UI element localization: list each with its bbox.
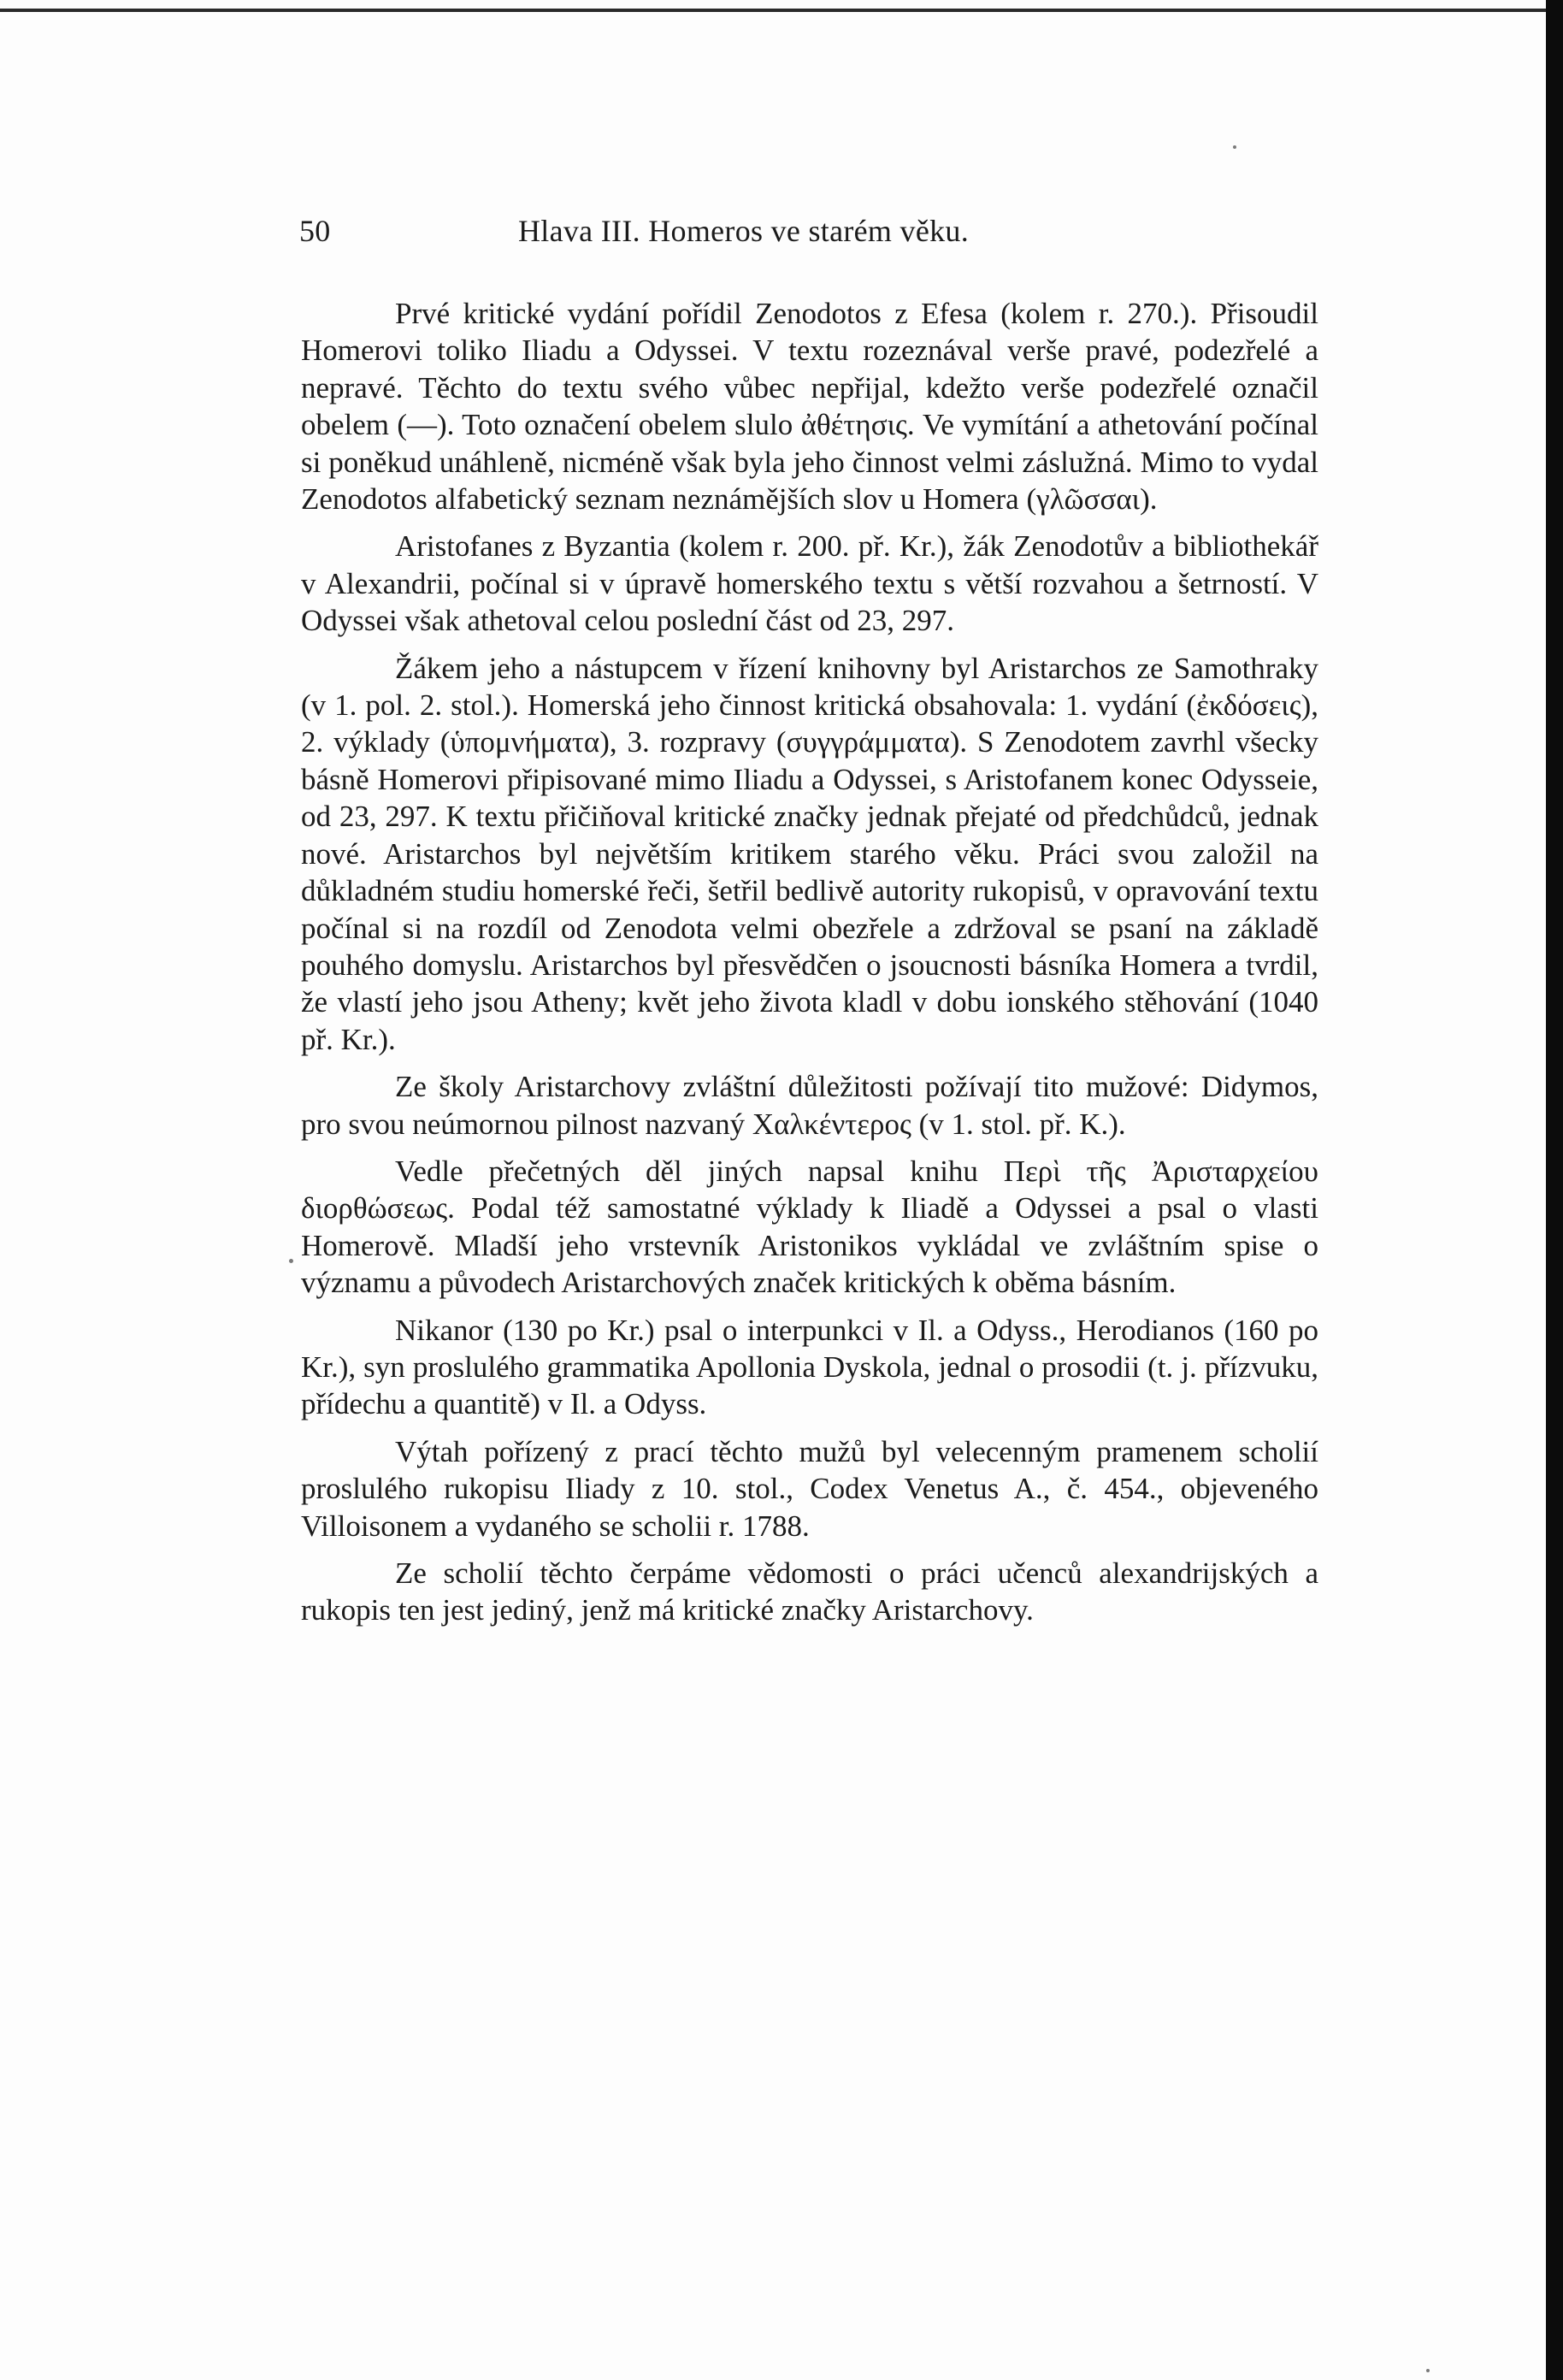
paragraph-scholia: Ze scholií těchto čerpáme vědomosti o práci učenců alexandrijských a rukopis ten jest jediný, jenž má kritické značky Aristarchovy. bbox=[301, 1556, 1318, 1627]
body-text bbox=[301, 295, 1318, 1629]
scan-speck bbox=[289, 1259, 293, 1263]
paragraph-nikanor-herodianos: Nikanor (130 po Kr.) psal o interpunkci v Il. a Odyss., Herodianos (160 po Kr.), syn proslulého grammatika Apollonia Dyskola, jednal o prosodii (t. j. přízvuku, přídechu a quantitě) v Il. a Odyss. bbox=[301, 1313, 1318, 1421]
scan-speck bbox=[1426, 2369, 1430, 2372]
paragraph-zenodotos: Prvé kritické vydání pořídil Zenodotos z Efesa (kolem r. 270.). Přisoudil Homerovi toliko Iliadu a Odyssei. V textu rozeznával verše pravé, podezřelé a nepravé. Těchto do textu svého vůbec nepřijal, kdežto verše podezřelé označil obelem (—). Toto označení obelem slulo ἀθέτησις. Ve vymítání a athetování počínal si poněkud unáhleně, nicméně však byla jeho činnost velmi záslužná. Mimo to vydal Zenodotos alfabetický seznam neznámějších slov u Homera (γλῶσσαι). bbox=[301, 297, 1318, 517]
page-number: 50 bbox=[299, 214, 331, 248]
paragraph-aristonikos: Vedle přečetných děl jiných napsal knihu Περὶ τῆς Ἀρισταρχείου διορθώσεως. Podal též samostatné výklady k Iliadě a Odyssei a psal o vlasti Homerově. Mladší jeho vrstevník Aristonikos vykládal ve zvláštním spise o významu a původech Aristarchových značek kritických k oběma básním. bbox=[301, 1154, 1318, 1300]
scan-right-edge bbox=[1546, 0, 1563, 2380]
scan-speck bbox=[1233, 145, 1236, 149]
paragraph-codex-venetus: Výtah pořízený z prací těchto mužů byl velecenným pramenem scholií proslulého rukopisu Iliady z 10. stol., Codex Venetus A., č. 454., objeveného Villoisonem a vydaného se scholii r. 1788. bbox=[301, 1434, 1318, 1543]
running-title: Hlava III. Homeros ve starém věku. bbox=[518, 214, 970, 248]
scan-top-edge bbox=[0, 9, 1563, 12]
paragraph-didymos: Ze školy Aristarchovy zvláštní důležitosti požívají tito mužové: Didymos, pro svou neúmornou pilnost nazvaný Χαλκέντερος (v 1. stol. př. K.). bbox=[301, 1070, 1318, 1141]
running-head bbox=[299, 212, 1318, 250]
paragraph-aristarchos: Žákem jeho a nástupcem v řízení knihovny byl Aristarchos ze Samothraky (v 1. pol. 2. stol.). Homerská jeho činnost kritická obsahovala: 1. vydání (ἐκδόσεις), 2. výklady (ὑπομνήματα), 3. rozpravy (συγγράμματα). S Zenodotem zavrhl všecky básně Homerovi připisované mimo Iliadu a Odyssei, s Aristofanem konec Odysseie, od 23, 297. K textu přičiňoval kritické značky jednak přejaté od předchůdců, jednak nové. Aristarchos byl největším kritikem starého věku. Práci svou založil na důkladném studiu homerské řeči, šetřil bedlivě autority rukopisů, v opravování textu počínal si na rozdíl od Zenodota velmi obezřele a zdržoval se psaní na základě pouhého domyslu. Aristarchos byl přesvědčen o jsoucnosti básníka Homera a tvrdil, že vlastí jeho jsou Atheny; květ jeho života kladl v dobu ionského stěhování (1040 př. Kr.). bbox=[301, 651, 1318, 1056]
paragraph-aristofanes: Aristofanes z Byzantia (kolem r. 200. př. Kr.), žák Zenodotův a bibliothekář v Alexandrii, počínal si v úpravě homerského textu s větší rozvahou a šetrností. V Odyssei však athetoval celou poslední část od 23, 297. bbox=[301, 529, 1318, 638]
